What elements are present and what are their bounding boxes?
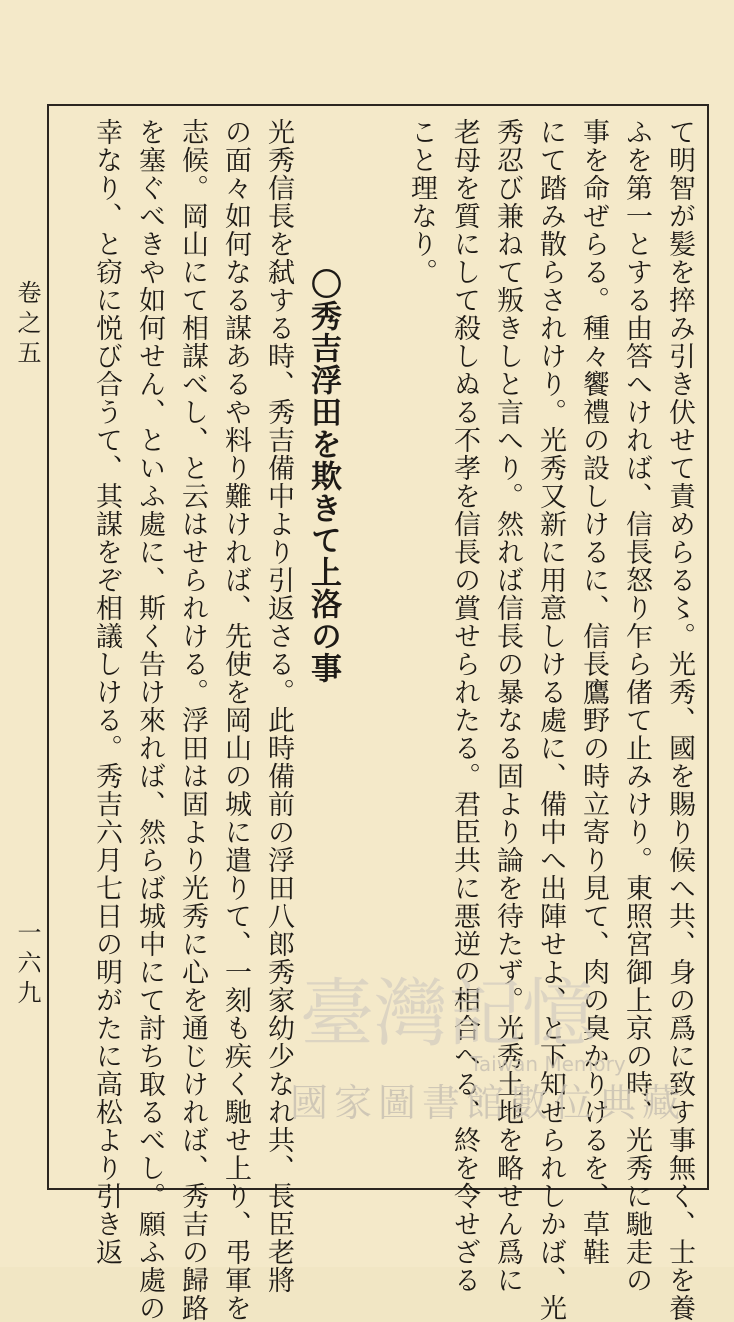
- text-column: ふを第一とする由答へければ、信長怒り乍ら偖て止みけり。東照宮御上京の時、光秀に馳走の: [621, 118, 652, 1294]
- text-column: 志候。岡山にて相謀べし、と云はせられける。浮田は固より光秀に心を通じければ、秀吉の歸路: [177, 118, 208, 1322]
- text-column: にて踏み散らされけり。光秀又新に用意しける處に、備中へ出陣せよ、と下知せられしかば、光: [535, 118, 566, 1322]
- watermark-latin: Taiwan Memory: [470, 1052, 626, 1076]
- watermark-seal: 臺灣記憶: [300, 971, 596, 1057]
- text-column: 事を命ぜらる。種々饗禮の設しけるに、信長鷹野の時立寄り見て、肉の臭かりけるを、草鞋: [578, 118, 609, 1266]
- text-column: 光秀信長を弑する時、秀吉備中より引返さる。此時備前の浮田八郎秀家幼少なれ共、長臣老將: [263, 118, 294, 1294]
- watermark-text: 國家圖書館數位典藏: [290, 1081, 687, 1125]
- text-column: て明智が髪を捽み引き伏せて責めらる〻。光秀、國を賜り候へ共、身の爲に致す事無く、士を養: [664, 118, 695, 1322]
- text-column: 秀忍び兼ねて叛きしと言へり。然れば信長の暴なる固より論を待たず。光秀土地を略せん爲に: [492, 118, 523, 1294]
- page-number: 一六九: [13, 920, 41, 1010]
- text-column: を塞ぐべきや如何せん、といふ處に、斯く告け來れば、然らば城中にて討ち取るべし。願ふ處の: [134, 118, 165, 1322]
- text-column: の面々如何なる謀あるや料り難ければ、先使を岡山の城に遣りて、一刻も疾く馳せ上り、弔軍を: [220, 118, 251, 1322]
- section-heading: 〇秀吉浮田を欺きて上洛の事: [305, 268, 341, 684]
- text-column: 幸なり、と窃に悦び合うて、其謀をぞ相議しける。秀吉六月七日の明がたに高松より引き返: [91, 118, 122, 1266]
- text-column: 老母を質にして殺しぬる不孝を信長の賞せられたる。君臣共に悪逆の相合へる、終を令せざる: [449, 118, 480, 1294]
- volume-label: 卷之五: [13, 280, 41, 370]
- text-column: こと理なり。: [406, 118, 437, 286]
